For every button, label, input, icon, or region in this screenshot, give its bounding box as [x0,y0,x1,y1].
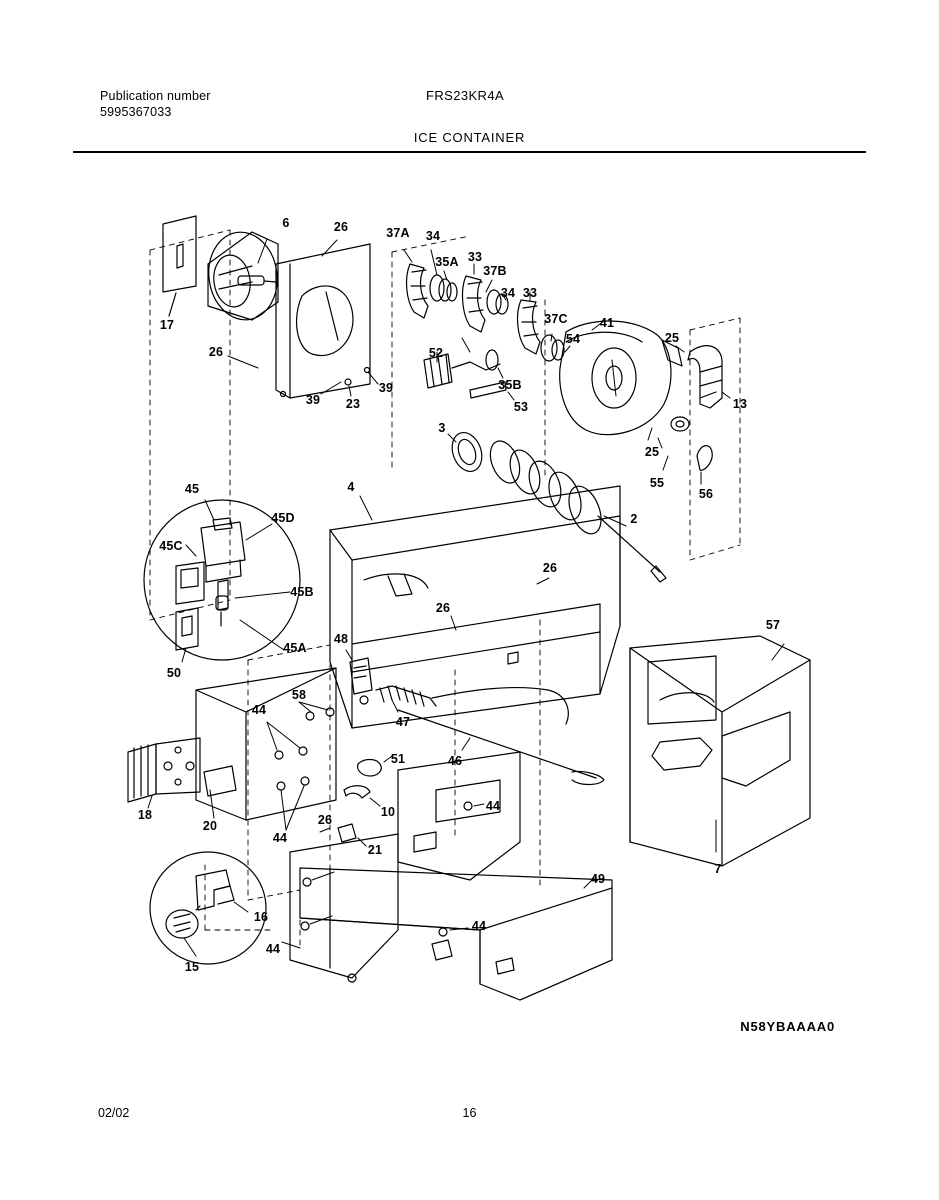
part-callout-13: 13 [732,397,748,411]
part-callout-20: 20 [202,819,218,833]
part-callout-48: 48 [333,632,349,646]
part-callout-37A: 37A [386,226,410,240]
part-callout-44: 44 [265,942,281,956]
part-callout-45D: 45D [271,511,295,525]
part-callout-34: 34 [500,286,516,300]
part-callout-37C: 37C [544,312,568,326]
part-callout-41: 41 [599,316,615,330]
part-callout-44: 44 [272,831,288,845]
part-callout-56: 56 [698,487,714,501]
part-callout-54: 54 [565,332,581,346]
part-callout-26: 26 [317,813,333,827]
part-callout-23: 23 [345,397,361,411]
part-callout-58: 58 [291,688,307,702]
part-callout-18: 18 [137,808,153,822]
part-callout-10: 10 [380,805,396,819]
part-callout-26: 26 [208,345,224,359]
part-callout-53: 53 [513,400,529,414]
part-callout-21: 21 [367,843,383,857]
page-title: ICE CONTAINER [413,130,526,145]
part-callout-45B: 45B [290,585,314,599]
part-callout-2: 2 [630,512,638,526]
part-callout-17: 17 [159,318,175,332]
part-callout-55: 55 [649,476,665,490]
part-callout-50: 50 [166,666,182,680]
part-callout-39: 39 [305,393,321,407]
part-callout-4: 4 [347,480,355,494]
part-callout-6: 6 [282,216,290,230]
drawing-code: N58YBAAAA0 [740,1019,835,1034]
footer-date: 02/02 [98,1106,130,1120]
part-callout-44: 44 [485,799,501,813]
part-callout-16: 16 [253,910,269,924]
part-callout-35A: 35A [435,255,459,269]
part-callout-49: 49 [590,872,606,886]
part-callout-57: 57 [765,618,781,632]
part-callout-35B: 35B [498,378,522,392]
part-callout-26: 26 [435,601,451,615]
model-number: FRS23KR4A [426,88,505,103]
part-callout-46: 46 [447,754,463,768]
part-callout-45C: 45C [159,539,183,553]
part-callout-3: 3 [438,421,446,435]
publication-label: Publication number [100,89,211,103]
part-callout-7: 7 [714,862,722,876]
part-callout-44: 44 [471,919,487,933]
part-callout-33: 33 [467,250,483,264]
publication-number: 5995367033 [100,105,172,119]
part-callout-26: 26 [333,220,349,234]
part-callout-52: 52 [428,346,444,360]
part-callout-15: 15 [184,960,200,974]
part-callout-51: 51 [390,752,406,766]
part-callout-34: 34 [425,229,441,243]
part-callout-37B: 37B [483,264,507,278]
part-callout-45A: 45A [283,641,307,655]
part-callout-33: 33 [522,286,538,300]
part-callout-44: 44 [251,703,267,717]
part-callout-39: 39 [378,381,394,395]
footer-page-number: 16 [462,1106,477,1120]
part-callout-25: 25 [644,445,660,459]
part-callout-45: 45 [184,482,200,496]
part-callout-25: 25 [664,331,680,345]
part-callout-47: 47 [395,715,411,729]
part-callout-26: 26 [542,561,558,575]
